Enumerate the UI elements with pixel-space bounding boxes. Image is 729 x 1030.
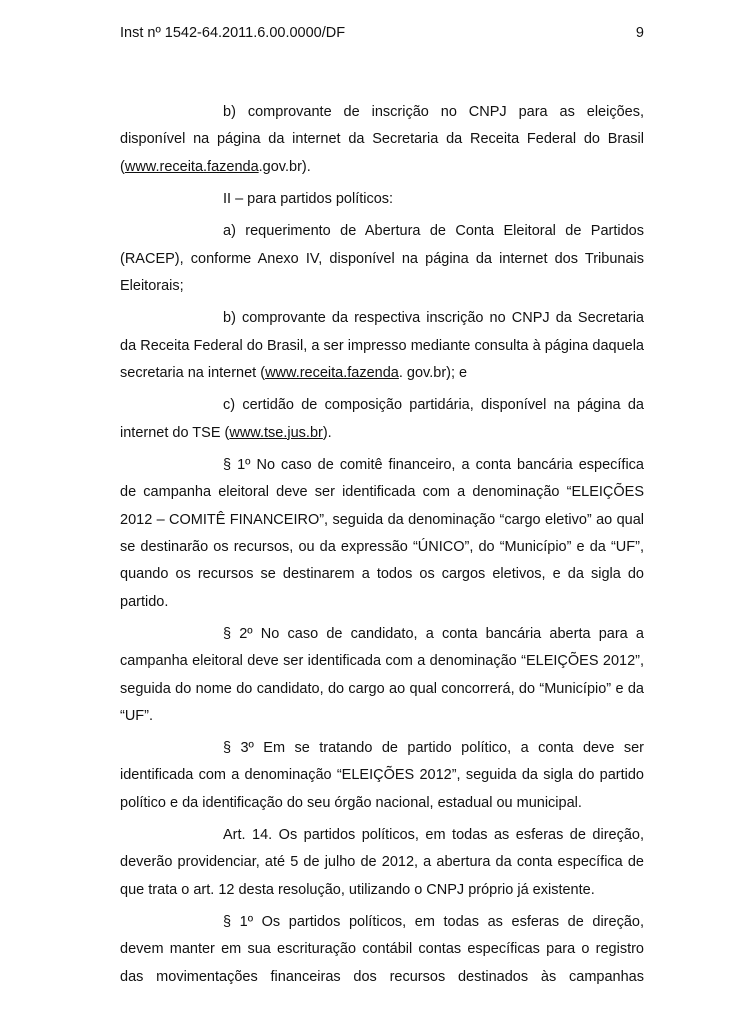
paragraph-text: § 1º Os partidos políticos, em todas as esferas de direção, devem manter em sua escrituração contábil contas específicas para o registro das movimentações financeiras dos recursos destinados às campanhas [120,914,644,985]
paragraph-text: c) certidão de composição partidária, disponível na página da internet do TSE ( [120,397,644,441]
web-link[interactable]: www.receita.fazenda [265,364,399,381]
body-paragraph [120,305,644,387]
web-link[interactable]: www.tse.jus.br [229,424,323,441]
paragraph-text: § 1º No caso de comitê financeiro, a conta bancária específica de campanha eleitoral deve ser identificada com a denominação “ELEIÇÕES 2012 – COMITÊ FINANCEIRO”, seguida da denominação “cargo eletivo” ao qual se destinarão os recursos, ou da expressão “ÚNICO”, do “Município” e da “UF”, quando os recursos se destinarem a todos os cargos eletivos, e da sigla do partido. [120,457,644,610]
body-paragraph [120,392,644,447]
body-paragraph [120,621,644,730]
page-number: 9 [635,25,644,41]
paragraph-text: . gov.br); e [398,364,468,381]
paragraph-text: ). [322,424,332,441]
paragraph-text: II – para partidos políticos: [223,190,394,207]
body-paragraph [120,735,644,817]
paragraph-text: a) requerimento de Abertura de Conta Eleitoral de Partidos (RACEP), conforme Anexo IV, disponível na página da internet dos Tribunais Eleitorais; [120,223,644,294]
document-body [120,99,644,991]
body-paragraph [120,452,644,616]
body-paragraph [120,909,644,991]
paragraph-text: .gov.br). [258,158,311,175]
body-paragraph [120,218,644,300]
body-paragraph [120,822,644,904]
body-paragraph [120,186,644,213]
paragraph-text: § 2º No caso de candidato, a conta bancária aberta para a campanha eleitoral deve ser identificada com a denominação “ELEIÇÕES 2012”, seguida do nome do candidato, do cargo ao qual concorrerá, do “Município” e da “UF”. [120,625,644,724]
body-paragraph [120,99,644,181]
document-id: Inst nº 1542-64.2011.6.00.0000/DF [120,25,346,41]
web-link[interactable]: www.receita.fazenda [124,158,259,175]
paragraph-text: b) comprovante de inscrição no CNPJ para as eleições, disponível na página da internet da Secretaria da Receita Federal do Brasil ( [120,104,644,175]
paragraph-text: b) comprovante da respectiva inscrição no CNPJ da Secretaria da Receita Federal do Brasil, a ser impresso mediante consulta à página daquela secretaria na internet ( [120,310,644,381]
paragraph-text: § 3º Em se tratando de partido político, a conta deve ser identificada com a denominação “ELEIÇÕES 2012”, seguida da sigla do partido político e da identificação do seu órgão nacional, estadual ou municipal. [120,740,644,811]
paragraph-text: Art. 14. Os partidos políticos, em todas as esferas de direção, deverão providenciar, até 5 de julho de 2012, a abertura da conta específica de que trata o art. 12 desta resolução, utilizando o CNPJ próprio já existente. [120,827,644,898]
